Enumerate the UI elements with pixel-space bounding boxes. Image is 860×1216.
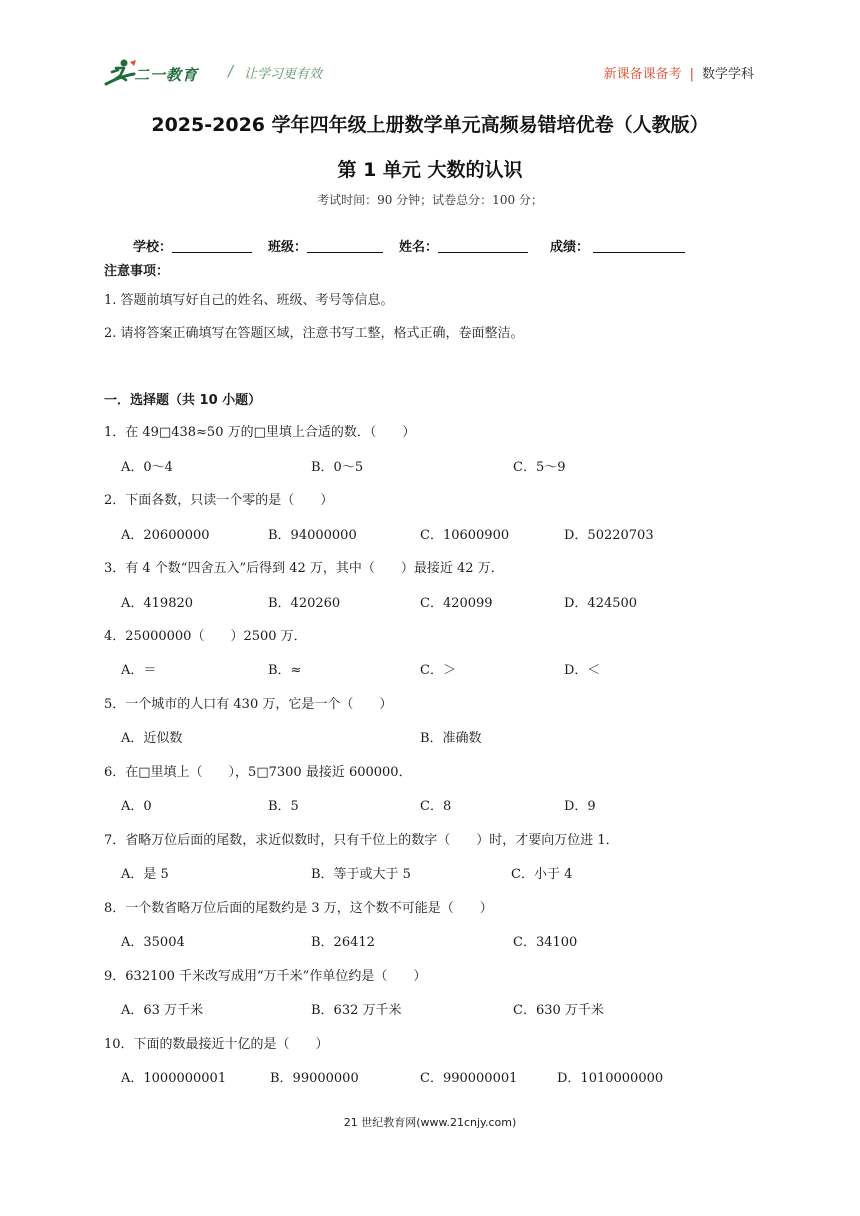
question-2: 2．下面各数，只读一个零的是（ ）	[104, 493, 334, 508]
question-10-options	[121, 1067, 741, 1087]
question-3-options	[121, 592, 741, 612]
header-course-label: 新课备课备考	[603, 67, 682, 82]
option-d[interactable]: D．＜	[564, 663, 601, 678]
question-8: 8．一个数省略万位后面的尾数约是 3 万，这个数不可能是（ ）	[104, 901, 493, 916]
option-b[interactable]: B．5	[268, 799, 299, 814]
exam-info: 考试时间：90 分钟；试卷总分：100 分；	[317, 193, 543, 207]
notice-item: 2. 请将答案正确填写在答题区域，注意书写工整，格式正确，卷面整洁。	[104, 326, 524, 341]
notice-title: 注意事项：	[104, 264, 170, 279]
notice-item: 1. 答题前填写好自己的姓名、班级、考号等信息。	[104, 293, 394, 308]
option-c[interactable]: C．＞	[420, 663, 456, 678]
class-label: 班级：	[268, 240, 308, 255]
option-a[interactable]: A．63 万千米	[121, 1003, 204, 1018]
question-4: 4．25000000（ ）2500 万．	[104, 629, 307, 644]
student-info-row	[133, 236, 685, 255]
option-a[interactable]: A．20600000	[121, 528, 210, 543]
option-b[interactable]: B．420260	[268, 596, 341, 611]
option-a[interactable]: A．0～4	[121, 460, 173, 475]
question-10: 10．下面的数最接近十亿的是（ ）	[104, 1037, 329, 1052]
question-2-options	[121, 524, 741, 544]
school-blank[interactable]	[172, 238, 252, 253]
header-divider: |	[689, 67, 694, 82]
option-a[interactable]: A．是 5	[121, 867, 169, 882]
runner-logo-icon	[104, 58, 138, 88]
option-d[interactable]: D．9	[564, 799, 596, 814]
question-7-options	[121, 863, 741, 883]
class-field	[268, 236, 383, 255]
option-c[interactable]: C．小于 4	[511, 867, 573, 882]
option-a[interactable]: A．0	[121, 799, 152, 814]
header-subject-label: 数学学科	[701, 67, 754, 82]
question-7: 7．省略万位后面的尾数，求近似数时，只有千位上的数字（ ）时，才要向万位进 1．	[104, 833, 619, 848]
option-b[interactable]: B．632 万千米	[311, 1003, 402, 1018]
option-a[interactable]: A．近似数	[121, 731, 183, 746]
question-9: 9．632100 千米改写成用“万千米”作单位约是（ ）	[104, 969, 427, 984]
school-label: 学校：	[133, 240, 173, 255]
option-b[interactable]: B．准确数	[420, 731, 482, 746]
question-3: 3．有 4 个数“四舍五入”后得到 42 万，其中（ ）最接近 42 万．	[104, 561, 504, 576]
score-field	[550, 236, 685, 255]
option-b[interactable]: B．26412	[311, 935, 375, 950]
slogan-separator: /	[228, 62, 234, 80]
question-1-options	[121, 456, 741, 476]
option-c[interactable]: C．34100	[513, 935, 578, 950]
name-field	[399, 236, 528, 255]
option-c[interactable]: C．8	[420, 799, 452, 814]
slogan: 让学习更有效	[244, 67, 323, 82]
name-blank[interactable]	[438, 238, 528, 253]
score-blank[interactable]	[593, 238, 685, 253]
option-a[interactable]: A．＝	[121, 663, 157, 678]
name-label: 姓名：	[399, 240, 439, 255]
logo-text: 二一教育	[134, 66, 199, 84]
unit-title: 第 1 单元 大数的认识	[337, 159, 523, 181]
option-c[interactable]: C．630 万千米	[513, 1003, 604, 1018]
option-a[interactable]: A．35004	[121, 935, 185, 950]
question-8-options	[121, 931, 741, 951]
section-title: 一．选择题（共 10 小题）	[104, 393, 262, 408]
option-a[interactable]: A．1000000001	[121, 1071, 227, 1086]
school-field	[133, 236, 252, 255]
option-b[interactable]: B．99000000	[270, 1071, 359, 1086]
page-header	[104, 54, 754, 94]
option-b[interactable]: B．0～5	[311, 460, 364, 475]
class-blank[interactable]	[307, 238, 383, 253]
option-c[interactable]: C．5～9	[513, 460, 566, 475]
option-d[interactable]: D．424500	[564, 596, 638, 611]
question-9-options	[121, 999, 741, 1019]
logo	[104, 58, 214, 88]
header-right	[604, 63, 754, 82]
option-c[interactable]: C．990000001	[420, 1071, 518, 1086]
question-6-options	[121, 795, 741, 815]
option-b[interactable]: B．94000000	[268, 528, 357, 543]
question-4-options	[121, 659, 741, 679]
option-a[interactable]: A．419820	[121, 596, 194, 611]
option-b[interactable]: B．≈	[268, 663, 302, 678]
question-5-options	[121, 727, 741, 747]
question-5: 5．一个城市的人口有 430 万，它是一个（ ）	[104, 697, 393, 712]
page-title: 2025-2026 学年四年级上册数学单元高频易错培优卷（人教版）	[151, 114, 709, 136]
option-d[interactable]: D．1010000000	[557, 1071, 664, 1086]
question-1: 1．在 49□438≈50 万的□里填上合适的数．（ ）	[104, 425, 416, 440]
option-c[interactable]: C．420099	[420, 596, 493, 611]
option-c[interactable]: C．10600900	[420, 528, 510, 543]
page-footer: 21 世纪教育网(www.21cnjy.com)	[343, 1116, 517, 1129]
option-d[interactable]: D．50220703	[564, 528, 654, 543]
option-b[interactable]: B．等于或大于 5	[311, 867, 411, 882]
score-label: 成绩：	[550, 240, 590, 255]
question-6: 6．在□里填上（ ），5□7300 最接近 600000．	[104, 765, 412, 780]
